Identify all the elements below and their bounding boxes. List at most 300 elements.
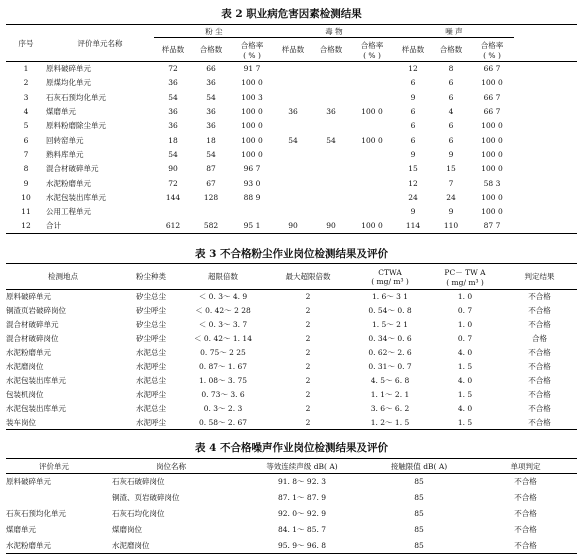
rate-unit: ( % ) xyxy=(363,50,381,60)
dust-rate: 100 0 xyxy=(241,107,263,117)
dust-kind: 水泥呼尘 xyxy=(136,417,166,427)
max-over-ratio: 2 xyxy=(305,306,311,315)
pctwa-unit: ( mg/ m³ ) xyxy=(446,277,484,287)
max-over-ratio: 2 xyxy=(305,362,311,371)
max-over-ratio: 2 xyxy=(305,334,311,343)
dust-rate: 88 9 xyxy=(243,192,261,202)
dust-rate: 100 0 xyxy=(241,121,263,131)
noise-samples: 24 xyxy=(408,192,418,202)
poison-rate xyxy=(350,90,394,104)
poison-rate: 100 0 xyxy=(361,221,383,231)
over-ratio: 0. 3～ 2. 3 xyxy=(203,404,243,413)
dust-samples: 144 xyxy=(165,192,181,202)
sound-level: 87. 1～ 87. 9 xyxy=(277,493,327,502)
dust-qualified: 66 xyxy=(206,64,216,74)
post-name: 石灰石均化岗位 xyxy=(112,509,165,518)
noise-samples: 6 xyxy=(410,107,416,117)
poison-qualified: 54 xyxy=(326,135,336,145)
dust-samples xyxy=(154,204,192,218)
noise-rate: 58 3 xyxy=(483,178,501,188)
table-row xyxy=(6,219,577,233)
table-row xyxy=(6,490,577,506)
unit-name: 混合材破碎单元 xyxy=(46,164,99,174)
dust-kind: 水泥总尘 xyxy=(136,348,166,357)
over-ratio: 0. 58～ 2. 67 xyxy=(198,417,248,427)
noise-samples: 6 xyxy=(410,135,416,145)
t2-header-dust: 粉 尘 xyxy=(154,25,274,38)
pctwa-value: 0. 7 xyxy=(457,334,473,343)
t2-header-dust-qualified: 合格数 xyxy=(199,45,223,54)
noise-samples: 6 xyxy=(410,121,416,131)
spacer xyxy=(514,219,577,233)
over-ratio: ＜ 0. 3～ 3. 7 xyxy=(198,320,248,329)
result: 不合格 xyxy=(528,362,551,371)
poison-qualified xyxy=(312,147,350,161)
table-row xyxy=(6,162,577,176)
pctwa-value: 4. 0 xyxy=(457,404,473,413)
poison-qualified: 36 xyxy=(326,107,336,117)
ctwa-value: 0. 54～ 0. 8 xyxy=(368,306,412,315)
pctwa-value: 1. 5 xyxy=(457,362,473,371)
t3-header-result: 判定结果 xyxy=(524,272,555,281)
t2-header-noise-samples: 样品数 xyxy=(401,45,425,54)
site-name: 水泥包装出库单元 xyxy=(6,404,66,413)
exposure-limit: 85 xyxy=(414,525,424,534)
table-row xyxy=(6,290,577,304)
dust-qualified: 87 xyxy=(206,164,216,174)
site-name: 包装机岗位 xyxy=(6,390,44,399)
post-name: 煤磨岗位 xyxy=(112,525,142,534)
t4-header-limit: 接触限值 dB( A) xyxy=(390,461,448,471)
t2-header-poison-samples: 样品数 xyxy=(281,45,305,54)
over-ratio: 0. 75～ 2 25 xyxy=(200,348,246,357)
dust-qualified: 128 xyxy=(203,192,219,202)
site-name: 混合材破碎岗位 xyxy=(6,334,59,343)
dust-qualified: 54 xyxy=(206,149,216,159)
t3-header-pctwa xyxy=(428,264,502,290)
exposure-limit: 85 xyxy=(414,509,424,518)
pctwa-value: 0. 7 xyxy=(457,306,473,315)
poison-samples xyxy=(274,62,312,76)
noise-samples: 15 xyxy=(408,164,418,174)
row-number: 5 xyxy=(23,121,29,131)
noise-qualified: 110 xyxy=(443,221,459,231)
eval-unit: 煤磨单元 xyxy=(6,525,36,534)
rate-label: 合格率 xyxy=(240,40,264,50)
poison-qualified xyxy=(312,62,350,76)
table-row xyxy=(6,506,577,522)
sound-level: 84. 1～ 85. 7 xyxy=(277,525,327,534)
dust-kind: 矽尘呼尘 xyxy=(136,306,166,315)
table-row xyxy=(6,147,577,161)
spacer xyxy=(514,76,577,90)
dust-kind: 水泥总尘 xyxy=(136,404,166,413)
table-row xyxy=(6,374,577,388)
result: 不合格 xyxy=(528,306,551,315)
noise-qualified: 24 xyxy=(446,192,456,202)
judgement: 不合格 xyxy=(514,477,537,487)
table-row xyxy=(6,190,577,204)
spacer xyxy=(514,190,577,204)
noise-qualified: 15 xyxy=(446,164,456,174)
ctwa-value: 0. 31～ 0. 7 xyxy=(368,362,412,371)
row-number: 3 xyxy=(23,92,29,102)
result: 不合格 xyxy=(528,320,551,329)
row-number: 12 xyxy=(21,221,31,231)
noise-qualified: 7 xyxy=(448,178,454,188)
unit-name: 水泥粉磨单元 xyxy=(46,178,91,188)
dust-rate: 100 3 xyxy=(241,92,263,102)
noise-samples: 114 xyxy=(405,221,421,231)
table-row xyxy=(6,318,577,332)
exposure-limit: 85 xyxy=(414,493,424,502)
row-number: 7 xyxy=(23,149,29,159)
max-over-ratio: 2 xyxy=(305,348,311,357)
rate-label: 合格率 xyxy=(480,40,504,50)
site-name: 铜渣页岩破碎岗位 xyxy=(6,306,66,315)
row-number: 10 xyxy=(21,192,31,202)
exposure-limit: 85 xyxy=(414,540,424,550)
poison-samples xyxy=(274,90,312,104)
table4 xyxy=(6,458,577,554)
eval-unit: 原料破碎单元 xyxy=(6,477,51,487)
site-name: 水泥包装出库单元 xyxy=(6,376,66,385)
dust-qualified: 582 xyxy=(203,221,219,231)
dust-rate: 96 7 xyxy=(243,164,261,174)
dust-kind: 水泥呼尘 xyxy=(136,362,166,371)
ctwa-value: 0. 62～ 2. 6 xyxy=(368,348,412,357)
noise-rate: 100 0 xyxy=(481,192,503,202)
site-name: 水泥粉磨单元 xyxy=(6,348,51,357)
sound-level: 91. 8～ 92. 3 xyxy=(277,477,327,487)
over-ratio: 0. 87～ 1. 67 xyxy=(198,362,248,371)
sound-level: 95. 9～ 96. 8 xyxy=(277,540,327,550)
ctwa-value: 0. 34～ 0. 6 xyxy=(368,334,412,343)
judgement: 不合格 xyxy=(514,525,537,534)
t3-body xyxy=(6,290,577,430)
noise-rate: 87 7 xyxy=(483,221,501,231)
table3 xyxy=(6,263,577,430)
spacer xyxy=(514,204,577,218)
row-number: 4 xyxy=(23,107,29,117)
dust-qualified: 36 xyxy=(206,107,216,117)
row-number: 6 xyxy=(23,135,29,145)
pctwa-value: 1. 0 xyxy=(457,320,473,329)
rate-label: 合格率 xyxy=(360,40,384,50)
noise-samples: 12 xyxy=(408,178,418,188)
table-row xyxy=(6,62,577,76)
t4-body xyxy=(6,474,577,554)
rate-unit: ( % ) xyxy=(243,50,261,60)
row-number: 1 xyxy=(23,64,29,74)
dust-samples: 72 xyxy=(168,64,178,74)
table-row xyxy=(6,204,577,218)
unit-name: 原料粉磨除尘单元 xyxy=(46,121,106,131)
spacer xyxy=(514,104,577,118)
row-number: 11 xyxy=(21,207,31,217)
poison-rate xyxy=(350,176,394,190)
dust-rate: 100 0 xyxy=(241,135,263,145)
dust-samples: 54 xyxy=(168,92,178,102)
ctwa-label: CTWA xyxy=(378,267,402,277)
spacer xyxy=(514,133,577,147)
exposure-limit: 85 xyxy=(414,477,424,487)
noise-qualified: 6 xyxy=(448,135,454,145)
t2-header-no: 序号 xyxy=(6,25,46,62)
unit-name: 原煤均化单元 xyxy=(46,78,91,88)
result: 不合格 xyxy=(528,390,551,399)
dust-samples: 54 xyxy=(168,149,178,159)
over-ratio: ＜ 0. 3～ 4. 9 xyxy=(198,292,248,302)
t2-header-noise-rate xyxy=(470,38,514,62)
dust-kind: 水泥呼尘 xyxy=(136,390,166,399)
t4-header-post: 岗位名称 xyxy=(156,461,186,471)
judgement: 不合格 xyxy=(514,509,537,518)
table4-title: 表 4 不合格噪声作业岗位检测结果及评价 xyxy=(194,442,389,454)
max-over-ratio: 2 xyxy=(305,320,311,329)
table-row xyxy=(6,76,577,90)
over-ratio: 1. 08～ 3. 75 xyxy=(198,376,248,385)
site-name: 水泥磨岗位 xyxy=(6,362,44,371)
max-over-ratio: 2 xyxy=(305,376,311,385)
poison-qualified xyxy=(312,176,350,190)
poison-samples: 90 xyxy=(288,221,298,231)
noise-qualified: 9 xyxy=(448,207,454,217)
noise-rate: 100 0 xyxy=(481,78,503,88)
dust-qualified xyxy=(192,204,230,218)
dust-samples: 90 xyxy=(168,164,178,174)
dust-rate: 100 0 xyxy=(241,78,263,88)
dust-qualified: 18 xyxy=(206,135,216,145)
table-row xyxy=(6,402,577,416)
noise-rate: 100 0 xyxy=(481,164,503,174)
eval-unit: 石灰石预均化单元 xyxy=(6,509,66,518)
t3-header-max-over: 最大超限倍数 xyxy=(285,272,331,281)
dust-samples: 18 xyxy=(168,135,178,145)
ctwa-value: 1. 1～ 2. 1 xyxy=(370,390,410,399)
pctwa-value: 1. 5 xyxy=(457,390,473,399)
over-ratio: ＜ 0. 42～ 2 28 xyxy=(195,306,251,315)
ctwa-value: 1. 6～ 3 1 xyxy=(371,292,409,302)
dust-samples: 36 xyxy=(168,121,178,131)
post-name: 水泥磨岗位 xyxy=(112,540,150,550)
t2-header-poison-rate xyxy=(350,38,394,62)
noise-qualified: 6 xyxy=(448,121,454,131)
pctwa-value: 4. 0 xyxy=(457,376,473,385)
noise-qualified: 6 xyxy=(448,92,454,102)
dust-qualified: 67 xyxy=(206,178,216,188)
judgement: 不合格 xyxy=(514,540,537,550)
spacer xyxy=(514,62,577,76)
noise-rate: 100 0 xyxy=(481,121,503,131)
t3-header-kind: 粉尘种类 xyxy=(136,272,166,281)
max-over-ratio: 2 xyxy=(305,390,311,399)
poison-rate xyxy=(350,119,394,133)
table-row xyxy=(6,416,577,430)
dust-qualified: 36 xyxy=(206,78,216,88)
eval-unit xyxy=(6,490,102,506)
t4-header-judge: 单项判定 xyxy=(510,461,541,471)
table-row xyxy=(6,360,577,374)
ctwa-value: 1. 5～ 2 1 xyxy=(371,320,409,329)
over-ratio: 0. 73～ 3. 6 xyxy=(201,390,245,399)
result: 不合格 xyxy=(528,348,551,357)
unit-name: 原料破碎单元 xyxy=(46,64,91,74)
table-row xyxy=(6,176,577,190)
noise-rate: 100 0 xyxy=(481,135,503,145)
poison-qualified xyxy=(312,76,350,90)
max-over-ratio: 2 xyxy=(305,292,311,302)
table-row xyxy=(6,119,577,133)
row-number: 2 xyxy=(23,78,29,88)
noise-samples: 12 xyxy=(408,64,418,74)
eval-unit: 水泥粉磨单元 xyxy=(6,540,51,550)
pctwa-value: 4. 0 xyxy=(457,348,473,357)
table-row xyxy=(6,90,577,104)
dust-kind: 水泥总尘 xyxy=(136,376,166,385)
dust-rate xyxy=(230,204,274,218)
t3-header-over: 超限倍数 xyxy=(208,272,238,281)
unit-name: 水泥包装出库单元 xyxy=(46,192,106,202)
poison-samples xyxy=(274,204,312,218)
dust-kind: 矽尘呼尘 xyxy=(136,334,166,343)
poison-qualified xyxy=(312,90,350,104)
ctwa-value: 1. 2～ 1. 5 xyxy=(370,417,410,427)
noise-qualified: 4 xyxy=(448,107,454,117)
table-row xyxy=(6,133,577,147)
t3-header-ctwa xyxy=(352,264,428,290)
poison-qualified: 90 xyxy=(326,221,336,231)
t4-header-unit: 评价单元 xyxy=(39,461,69,471)
noise-rate: 66 7 xyxy=(483,64,501,74)
poison-rate xyxy=(350,190,394,204)
site-name: 装车岗位 xyxy=(6,417,36,427)
t3-header-site: 检测地点 xyxy=(48,272,78,281)
unit-name: 熟料库单元 xyxy=(46,149,84,159)
poison-samples: 54 xyxy=(288,135,298,145)
unit-name: 石灰石预均化单元 xyxy=(46,92,106,102)
poison-rate xyxy=(350,162,394,176)
site-name: 混合材破碎单元 xyxy=(6,320,59,329)
t2-body xyxy=(6,62,577,234)
sound-level: 92. 0～ 92. 9 xyxy=(277,509,327,518)
table-row xyxy=(6,388,577,402)
poison-samples xyxy=(274,147,312,161)
ctwa-value: 4. 5～ 6. 8 xyxy=(370,376,410,385)
noise-samples: 9 xyxy=(410,92,416,102)
pctwa-value: 1. 0 xyxy=(457,292,473,302)
table-row xyxy=(6,346,577,360)
t4-header-level: 等效连续声级 dB( A) xyxy=(266,461,338,471)
poison-rate xyxy=(350,204,394,218)
max-over-ratio: 2 xyxy=(305,417,311,427)
t2-header-unit: 评价单元名称 xyxy=(46,25,154,62)
poison-samples xyxy=(274,76,312,90)
dust-samples: 36 xyxy=(168,78,178,88)
noise-samples: 9 xyxy=(410,149,416,159)
poison-rate xyxy=(350,147,394,161)
poison-rate xyxy=(350,62,394,76)
dust-qualified: 36 xyxy=(206,121,216,131)
dust-kind: 矽尘总尘 xyxy=(136,292,166,302)
post-name: 铜渣、页岩破碎岗位 xyxy=(112,493,180,502)
table2-title: 表 2 职业病危害因素检测结果 xyxy=(221,8,362,20)
noise-rate: 100 0 xyxy=(481,207,503,217)
spacer xyxy=(514,162,577,176)
poison-qualified xyxy=(312,190,350,204)
table2 xyxy=(6,24,577,234)
dust-samples: 72 xyxy=(168,178,178,188)
noise-rate: 66 7 xyxy=(483,107,501,117)
rate-unit: ( % ) xyxy=(483,50,501,60)
max-over-ratio: 2 xyxy=(305,404,311,413)
table-row xyxy=(6,474,577,490)
row-number: 9 xyxy=(23,178,29,188)
result: 合格 xyxy=(532,334,547,343)
noise-qualified: 9 xyxy=(448,149,454,159)
table-row xyxy=(6,522,577,538)
t2-header-noise-qualified: 合格数 xyxy=(439,45,463,54)
noise-samples: 9 xyxy=(410,207,416,217)
table3-title: 表 3 不合格粉尘作业岗位检测结果及评价 xyxy=(194,248,389,260)
t2-header-poison-qualified: 合格数 xyxy=(319,45,343,54)
result: 不合格 xyxy=(528,417,551,427)
result: 不合格 xyxy=(528,376,551,385)
t2-header-dust-samples: 样品数 xyxy=(161,45,185,54)
table-row xyxy=(6,304,577,318)
noise-samples: 6 xyxy=(410,78,416,88)
t2-header-poison: 毒 物 xyxy=(274,25,394,38)
spacer xyxy=(514,147,577,161)
dust-rate: 100 0 xyxy=(241,149,263,159)
noise-rate: 66 7 xyxy=(483,92,501,102)
poison-samples xyxy=(274,119,312,133)
post-name: 石灰石破碎岗位 xyxy=(112,477,165,487)
judgement: 不合格 xyxy=(514,493,537,502)
poison-samples xyxy=(274,190,312,204)
unit-name: 合计 xyxy=(46,221,61,231)
table-row xyxy=(6,104,577,118)
poison-samples xyxy=(274,176,312,190)
dust-kind: 矽尘总尘 xyxy=(136,320,166,329)
dust-rate: 91 7 xyxy=(243,64,261,74)
noise-qualified: 6 xyxy=(448,78,454,88)
ctwa-unit: ( mg/ m³ ) xyxy=(371,276,409,286)
dust-samples: 36 xyxy=(168,107,178,117)
result: 不合格 xyxy=(528,292,551,302)
ctwa-value: 3. 6～ 6. 2 xyxy=(370,404,410,413)
spacer xyxy=(514,119,577,133)
spacer xyxy=(514,90,577,104)
poison-samples xyxy=(274,162,312,176)
noise-rate: 100 0 xyxy=(481,149,503,159)
row-number: 8 xyxy=(23,164,29,174)
unit-name: 回转窑单元 xyxy=(46,135,84,145)
unit-name: 公用工程单元 xyxy=(46,207,91,217)
table-row xyxy=(6,332,577,346)
t2-header-dust-rate xyxy=(230,38,274,62)
dust-samples: 612 xyxy=(165,221,181,231)
poison-qualified xyxy=(312,119,350,133)
poison-rate: 100 0 xyxy=(361,135,383,145)
poison-qualified xyxy=(312,162,350,176)
poison-rate xyxy=(350,76,394,90)
poison-qualified xyxy=(312,204,350,218)
result: 不合格 xyxy=(528,404,551,413)
pctwa-value: 1. 5 xyxy=(457,417,473,427)
t2-header-noise: 噪 声 xyxy=(394,25,514,38)
unit-name: 煤磨单元 xyxy=(46,107,76,117)
